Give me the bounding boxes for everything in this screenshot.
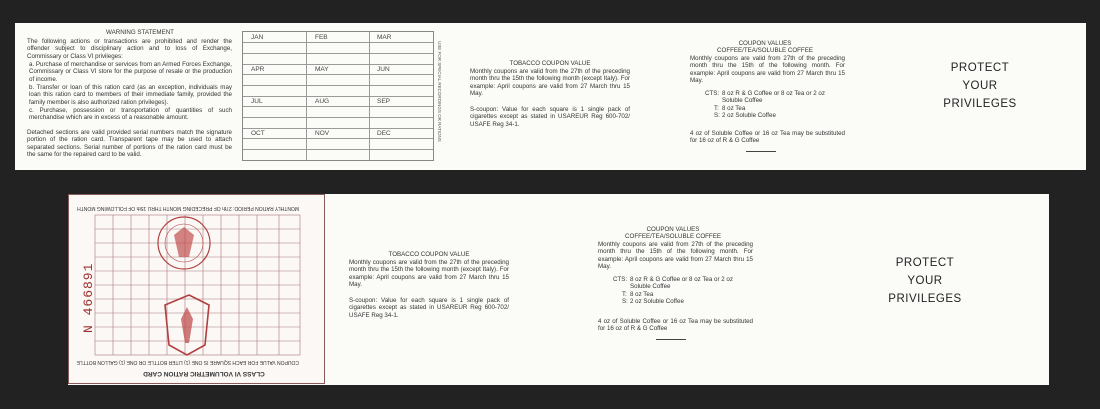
warning-item-c: c. Purchase, possession or transportation of quantities of such merchandise which are in excess of a reasonable amount. [29, 107, 232, 122]
coffee-t-label-2: T: [622, 291, 627, 298]
month-oct: OCT [251, 130, 265, 137]
month-jan: JAN [251, 34, 264, 41]
coffee-s-value-2: 2 oz Soluble Coffee [630, 298, 684, 305]
protect-line2-2: YOUR [907, 275, 943, 287]
bottom-card-strip [68, 194, 1049, 385]
ration-note-bottom: COUPON VALUE FOR EACH SQUARE IS ONE (1) LITER BOTTLE OR ONE (1) GALLON BOTTLE [76, 359, 299, 365]
coffee-s-label-2: S: [622, 298, 628, 305]
coffee-divider [746, 151, 776, 152]
coffee-validity: Monthly coupons are valid from 27th of the preceding month thru the 15th of the following month. For example: April coupons are valid from 27 March thru 15 May. [690, 55, 845, 85]
protect-privileges [935, 59, 1025, 113]
special-recordings-note: USE FOR SPECIAL RECORDINGS OR RATIONS [437, 41, 442, 142]
protect-line1-2: PROTECT [895, 257, 955, 269]
coffee-subtitle: COFFEE/TEA/SOLUBLE COFFEE [717, 47, 813, 54]
protect-line3-2: PRIVILEGES [888, 293, 962, 305]
month-jun: JUN [377, 66, 390, 73]
warning-item-b: b. Transfer or loan of this ration card (as an exception, individuals may loan this ration card to members of their immediate family, provided the family member is also authorized ration privileges). [29, 84, 232, 106]
coffee-s-value: 2 oz Soluble Coffee [722, 112, 776, 119]
tobacco-title-2: TOBACCO COUPON VALUE [388, 251, 470, 258]
month-dec: DEC [377, 130, 391, 137]
protect-privileges-2 [880, 254, 970, 308]
coffee-validity-2: Monthly coupons are valid from 27th of the preceding month thru the 15th of the following month. For example: April coupons are valid from 27 March thru 15 May. [598, 241, 753, 271]
coffee-t-value-2: 8 oz Tea [630, 291, 654, 298]
ration-seal [158, 217, 210, 355]
coffee-substitution-2: 4 oz of Soluble Coffee or 16 oz Tea may be substituted for 16 oz of R & G Coffee [598, 318, 753, 333]
coffee-subtitle-2: COFFEE/TEA/SOLUBLE COFFEE [625, 233, 721, 240]
ration-note-top: MONTHLY RATION PERIOD: 27th OF PRECEDING MONTH THRU 15th OF FOLLOWING MONTH [77, 205, 299, 211]
tobacco-validity: Monthly coupons are valid from the 27th of the preceding month thru the 15th the following month (except Italy). For example: April coupons are valid from 27 March thru 15 May. [470, 68, 630, 98]
month-may: MAY [315, 66, 329, 73]
month-mar: MAR [377, 34, 392, 41]
month-aug: AUG [315, 98, 330, 105]
month-nov: NOV [315, 130, 330, 137]
top-card-strip [15, 23, 1086, 170]
month-jul: JUL [251, 98, 263, 105]
tobacco-title: TOBACCO COUPON VALUE [509, 60, 591, 67]
coffee-title-2: COUPON VALUES [646, 226, 700, 233]
coffee-divider-2 [656, 339, 686, 340]
month-feb: FEB [315, 34, 328, 41]
month-apr: APR [251, 66, 265, 73]
month-grid [242, 31, 434, 161]
coffee-cts-label: CTS: [705, 90, 720, 97]
coffee-substitution: 4 oz of Soluble Coffee or 16 oz Tea may be substituted for 16 oz of R & G Coffee [690, 130, 845, 145]
coffee-t-value: 8 oz Tea [722, 105, 746, 112]
month-sep: SEP [377, 98, 391, 105]
coffee-title: COUPON VALUES [738, 40, 792, 47]
ration-serial-number: N 466891 [81, 262, 96, 333]
coffee-s-label: S: [714, 112, 720, 119]
tobacco-validity-2: Monthly coupons are valid from the 27th of the preceding month thru the 15th the following month (except Italy). For example: April coupons are valid from 27 March thru 15 May. [349, 259, 509, 289]
ration-card-title: CLASS VI VOLUMETRIC RATION CARD [143, 370, 265, 377]
warning-detached: Detached sections are valid provided serial numbers match the signature portion of the ration card. Transparent tape may be used to attach separated sections. Serial number of portions of the ration card must be the same for the repaired card to be valid. [27, 129, 232, 159]
ration-card [68, 194, 325, 384]
coffee-t-label: T: [714, 105, 719, 112]
coffee-cts-value-2: 8 oz R & G Coffee or 8 oz Tea or 2 oz Soluble Coffee [630, 276, 733, 291]
warning-intro: The following actions or transactions are prohibited and render the offender subject to disciplinary action and to loss of Exchange, Commissary or Class VI privileges: [27, 38, 232, 60]
protect-line3: PRIVILEGES [943, 98, 1017, 110]
tobacco-s-coupon-2: S-coupon: Value for each square is 1 single pack of cigarettes except as stated in USAREUR Reg 600-702/ USAFE Reg 34-1. [349, 297, 509, 319]
protect-line1: PROTECT [950, 62, 1010, 74]
tobacco-s-coupon: S-coupon: Value for each square is 1 single pack of cigarettes except as stated in USAREUR Reg 600-702/ USAFE Reg 34-1. [470, 106, 630, 128]
warning-item-a: a. Purchase of merchandise or services from an Armed Forces Exchange, Commissary or Class VI store for the purpose of resale or the production of income. [29, 61, 232, 83]
coffee-cts-label-2: CTS: [613, 276, 628, 283]
protect-line2: YOUR [962, 80, 998, 92]
ration-coupon-grid [69, 195, 324, 383]
coffee-cts-value: 8 oz R & G Coffee or 8 oz Tea or 2 oz Soluble Coffee [722, 90, 825, 105]
warning-title: WARNING STATEMENT [106, 29, 174, 36]
